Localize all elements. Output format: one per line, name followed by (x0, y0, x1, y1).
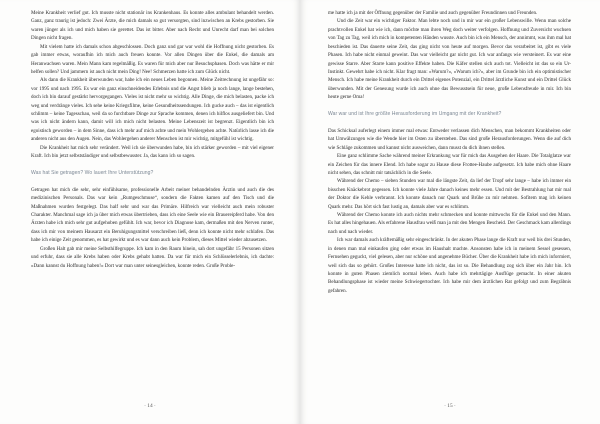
left-text-column (31, 9, 274, 270)
paragraph: Getragen hat mich die sehr, sehr einfühlsame, professionelle Arbeit meiner behandelnden Ärztin und auch die des medizinischen Personals. Das war kein „Rumgeschmuse“, sondern die Fakten kamen auf den Tisch und die Maßnahmen wurden festgelegt. Das half sehr und war das Primäre. Hilfreich war vielleicht auch mein robuster Charakter. Manchmal sage ich ja über mich etwas übertrieben, dass ich eine Seele wie ein Brauereipferd habe. Von den Ärzten habe ich mich sehr gut aufgehoben gefühlt. Ich war, bevor ich Diagnose kam, dermaßen mit den Nerven runter, dass ich mir von meinem Hausarzt ein Beruhigungsmittel verschreiben ließ, denn ich konnte nicht mehr schlafen. Das habe ich einige Zeit genommen, es hat gewirkt und es war dann auch kein Problem, dieses Mittel wieder abzusetzen. (31, 186, 274, 244)
paragraph: Großen Halt gab mir meine Selbsthilfegruppe. Ich kam in den Raum hinein, sah dort ungefähr 15 Personen sitzen und erfuhr, dass sie alle Krebs haben oder Krebs gehabt hatten. Da war für mich ein Schlüsselerlebnis, ich dachte: »Dann kannst du Hoffnung haben!« Dort war man unter seinesgleichen, konnte reden. Große Proble- (31, 245, 274, 269)
paragraph: Die Krankheit hat mich sehr verändert. Weil ich sie überwunden habe, bin ich stärker geworden – mit viel eigener Kraft. Ich bin jetzt selbstständiger und selbstbewusster. Ja, das kann ich so sagen. (31, 144, 274, 160)
paragraph: Eine ganz schlimme Sache während meiner Erkrankung war für mich das Ausgehen der Haare. Die Totalglatze war ein Zeichen für das innere Elend. Ich habe sogar zu Hause diese Frottee-Haube aufgesetzt. Ich habe mich ohne Haare nicht sehen, das schnitt mir tatsächlich in die Seele. (328, 153, 571, 176)
section-question-heading: War war und ist Ihre größte Herausforderung im Umgang mit der Krankheit? (328, 111, 502, 118)
paragraph: me hatte ich ja mit der Öffnung gegenüber der Familie und auch gegenüber Freundinnen und Freunden. (328, 10, 538, 16)
paragraph: Ich war damals auch kräftemäßig sehr eingeschränkt. In der akuten Phase lange die Kraft nur weil bis drei Stunden, in denen man mal einkaufen ging oder etwas im Haushalt machte. Ansonsten habe ich in meinem Sessel gesessen, Fernsehen geguckt, viel gelesen, aber nur schöne und angenehme Bücher. Über die Krankheit habe ich mich informiert, weil sich das so gehört. Großes Interesse hatte ich nicht, das ist so. Die Behandlung zog sich über ein Jahr hin. Ich konnte in guten Phasen ziemlich normal leben. Auch habe ich mehrtägige Ausflüge gemacht. In einer akuten Behandlungsphase ist wieder meine Schwiegertochter. Ich habe mir dem ärztlichen Rat gefolgt und zum Begräbnis gefahren. (328, 237, 571, 294)
paragraph: Und die Zeit war ein wichtiger Faktor. Man lebte noch und in mir war ein großer Lebenswille. Wenn man solche prachtvollen Enkel hat wie ich, dann möchte man ihren Weg doch weiter verfolgen. Hoffnung und Zuversicht wuchsen von Tag zu Tag, weil ich mich in kompetenten Händen wusste. Auch bin ich ein Mensch, der annimmt, was ihm mal hat beschieden ist. Das dauerte seine Zeit, das ging nicht von heute auf morgen. Bevor das verarbeitet ist, gibt es viele Phasen. Ich habe nicht einmal geweint. Das war vielleicht gar nicht gut. Ich war anfangs wie versteinert. Es war eine gewisse Starre. Aber Starre kann positive Effekte haben. Die Käfer stellen sich auch tot. Vielleicht ist das so ein Ur-Instinkt. Gewehrt habe ich nicht. Klar fragt man: »Warum?«, »Warum ich?«, aber im Grunde bin ich ein optimistischer Mensch. Ich habe meine Krankheit durch ein Drittel eigenes Potenzial, ein Drittel ärztliche Kunst und ein Drittel Glück überwunden. Mit der Genesung wurde ich auch ohne das Bewusstsein für neue, große Lebensfreude in mir. Ich bin heute gerne Oma! (328, 18, 571, 101)
paragraph: Meine Krankheit verlief gut. Ich musste nicht stationär ins Krankenhaus. Es konnte alles ambulant behandelt werden. Ganz, ganz traurig ist jedoch: Zwei Ärzte, die mich damals so gut versorgten, sind inzwischen an Krebs gestorben. Sie waren jünger als ich und mich haben sie gerettet. Das ist bitter. Aber nach Recht und Unrecht darf man bei solchen Dingen nicht fragen. (31, 10, 274, 42)
paragraph: Während der Chemo konnte ich auch nichts mehr schmecken und konnte mittwochs für die Enkel und den Mann. Es hat alles hingehauen. Als erfahrene Hausfrau weiß man ja mit den Mengen Bescheid. Der Geschmack kam allerdings nach und nach wieder. (328, 212, 571, 235)
paragraph: Während der Chemo – sieben Stunden war mal die längste Zeit, da lief der Tropf sehr lange – habe ich immer ein bisschen Knäckebrot gegessen. Ich konnte viele Jahre danach keines mehr essen. Und mit der Bestrahlung hat mir mal der Doktor die Kehle verbrannt. Ich konnte danach nur Quark und Brühe zu mir nehmen. Sofitem mag ich keinen Quark mehr. Das hört sich fast lustig an, damals aber war es schlimm. (328, 178, 571, 210)
section-question-heading: Was hat Sie getragen? Wo lauert Ihre Unterstützung? (31, 169, 154, 176)
page-number-right: · 15 · (444, 403, 456, 409)
paragraph: Das Schicksal auferlegt einem immer mal etwas: Entweder verlassen dich Menschen, man bekommt Krankheiten oder hat Umwälzungen wie die Wende hier im Osten zu überstehen. Das sind große Herausforderungen. Wenn die auf dich wie Schläge zukommen und kannst nicht ausweichen, dann musst du dich ihnen stellen. (328, 127, 571, 151)
right-page (300, 0, 600, 424)
paragraph: Mit vielem hatte ich damals schon abgeschlossen. Doch ganz und gar war wohl die Hoffnung nicht gestorben. Es gab immer etwas, woraufhin ich mich auch freuen konnte. Vor allen Dingen über die Enkel, die damals am Heranwachsen waren. Mein Mann kam regelmäßig. Es waren für mich aber nur Besuchsphasen. Doch was hätte er mir helfen sollen? Und jammern ist auch nicht mein Ding! Nee! Schmerzen hatte ich zum Glück nicht. (31, 43, 274, 75)
right-text-column (328, 9, 571, 295)
page-number-left: · 14 · (144, 403, 156, 409)
paragraph: Als dann die Krankheit überwunden war, habe ich ein neues Leben begonnen. Meine Zeitrechnung ist ungefähr so: vor 1995 und nach 1995. Es war ein ganz einschneidendes Erlebnis und die Angst blieb ja noch lange, lange bestehen, doch ich bin darauf gestärkt hervorgegangen. Vieles ist nicht mehr so wichtig. Alle Dinge, die mich belasten, packe ich weg und verdränge vieles. Ich sehe keine Kriegsfilme, keine Gesundheitssendungen. Ich gucke auch – das ist eigentlich schlimm – keine Tagesschau, weil da so furchtbare Dinge zur Sprache kommen, denen ich hilflos ausgeliefert bin. Und was ich nicht ändern kann, damit will ich mich nicht belasten. Meine Lebenszeit ist begrenzt. Eigentlich bin ich egoistisch geworden – in dem Sinne, dass ich mehr auf mich achte und mein Wohlergehen achte. Natürlich lasse ich die anderen nicht aus den Augen. Nein, das Wohlergehen anderer Menschen ist mir wichtig, mitgefühl ist wichtig. (31, 77, 274, 143)
